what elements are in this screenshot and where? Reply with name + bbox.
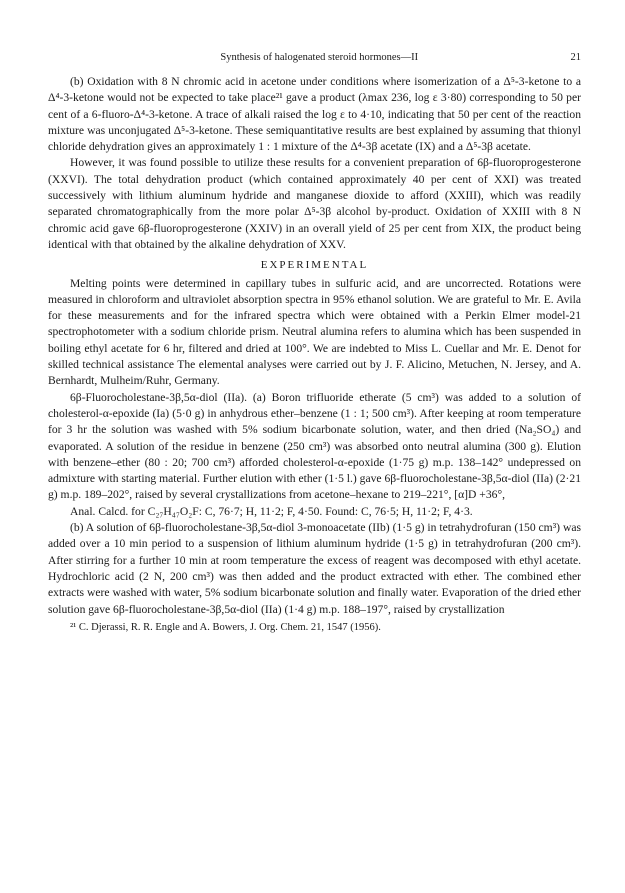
paragraph-analysis: Anal. Calcd. for C₂₇H₄₇O₂F: C, 76·7; H, 11·2; F, 4·50. Found: C, 76·5; H, 11·2; F, 4·3. — [70, 504, 473, 518]
paragraph-oxidation: (b) Oxidation with 8 N chromic acid in acetone under conditions where isomerization of a Δ⁵-3-ketone to a Δ⁴-3-ketone would not be expected to take place²¹ gave a product (λmax 236, log ε 3·80) corresponding to 50 per cent of a 6-fluoro-Δ⁴-3-ketone. A trace of alkali raised the log ε to 4·10, indicating that 50 per cent of the reaction mixture was unconjugated Δ⁵-3-ketone. These semiquantitative results are best explained by assuming that thionyl chloride dehydration gives an approximately 1 : 1 mixture of the Δ⁴-3β acetate (IX) and a Δ⁵-3β acetate. — [48, 75, 581, 154]
paragraph-procedure-a: 6β-Fluorocholestane-3β,5α-diol (IIa). (a) Boron trifluoride etherate (5 cm³) was added to a solution of cholesterol-α-epoxide (Ia) (5·0 g) in anhydrous ether–benzene (1 : 1; 500 cm³). After keeping at room temperature for 3 hr the solution was washed with 5% sodium bicarbonate solution, water, and then dried (Na₂SO₄) and evaporated. A solution of the residue in benzene (250 cm³) was absorbed onto neutral alumina (300 g). Elution with benzene–ether (80 : 20; 700 cm³) afforded cholesterol-α-epoxide (1·75 g) m.p. 138–142° undepressed on admixture with starting material. Further elution with ether (1·5 l.) gave 6β-fluorocholestane-3β,5α-diol (IIa) (2·21 g) m.p. 189–202°, raised by several crystallizations from acetone–hexane to 219–221°, [α]D +36°, — [48, 390, 581, 502]
paragraph-methods: Melting points were determined in capillary tubes in sulfuric acid, and are uncorrected. Rotations were measured in chloroform and ultraviolet absorption spectra in 95% ethanol solution. We are grateful to Mr. E. Avila for these measurements and for the infrared spectra which were obtained with a Perkin Elmer model-21 spectrophotometer with a sodium chloride prism. Neutral alumina refers to alumina which has been suspended in boiling ethyl acetate for 6 hr, filtered and dried at 100°. We are indebted to Miss L. Cuellar and Mr. E. Denot for skilled technical assistance The elemental analyses were carried out by J. F. Alicino, Metuchen, N. Jersey, and A. Bernhardt, Mulheim/Ruhr, Germany. — [48, 276, 581, 388]
paragraph-procedure-b: (b) A solution of 6β-fluorocholestane-3β,5α-diol 3-monoacetate (IIb) (1·5 g) in tetrahydrofuran (150 cm³) was added over a 10 min period to a suspension of lithium aluminum hydride (1·5 g) in tetrahydrofuran (200 cm³). After stirring for a further 10 min at room temperature the excess of reagent was decomposed with ethyl acetate. Hydrochloric acid (2 N, 200 cm³) was then added and the product extracted with ether. The combined ether extracts were washed with water, 5% sodium bicarbonate solution and finally water. Evaporation of the dried ether solution gave 6β-fluorocholestane-3β,5α-diol (IIa) (1·4 g) m.p. 188–197°, raised by crystallization — [48, 521, 581, 616]
running-head — [48, 50, 581, 66]
page-number: 21 — [570, 52, 581, 63]
paragraph-fluoroprogesterone: However, it was found possible to utilize these results for a convenient preparation of 6β-fluoroprogesterone (XXVI). The total dehydration product (which contained approximately 40 per cent of XXI) was treated successively with lithium aluminum hydride and manganese dioxide to afford (XXIII), which was readily separated chromatographically from the more polar Δ⁵-3β alcohol by-product. Oxidation of XXIII with 8 N chromic acid gave 6β-fluoroprogesterone (XXIV) in an overall yield of 25 per cent from XIX, the product being identical with that obtained by the alkaline dehydration of XXV. — [48, 156, 581, 251]
running-head-title: Synthesis of halogenated steroid hormones—II — [220, 52, 419, 63]
experimental-heading: EXPERIMENTAL — [260, 259, 369, 272]
footnote: ²¹ C. Djerassi, R. R. Engle and A. Bowers, J. Org. Chem. 21, 1547 (1956). — [70, 621, 381, 633]
